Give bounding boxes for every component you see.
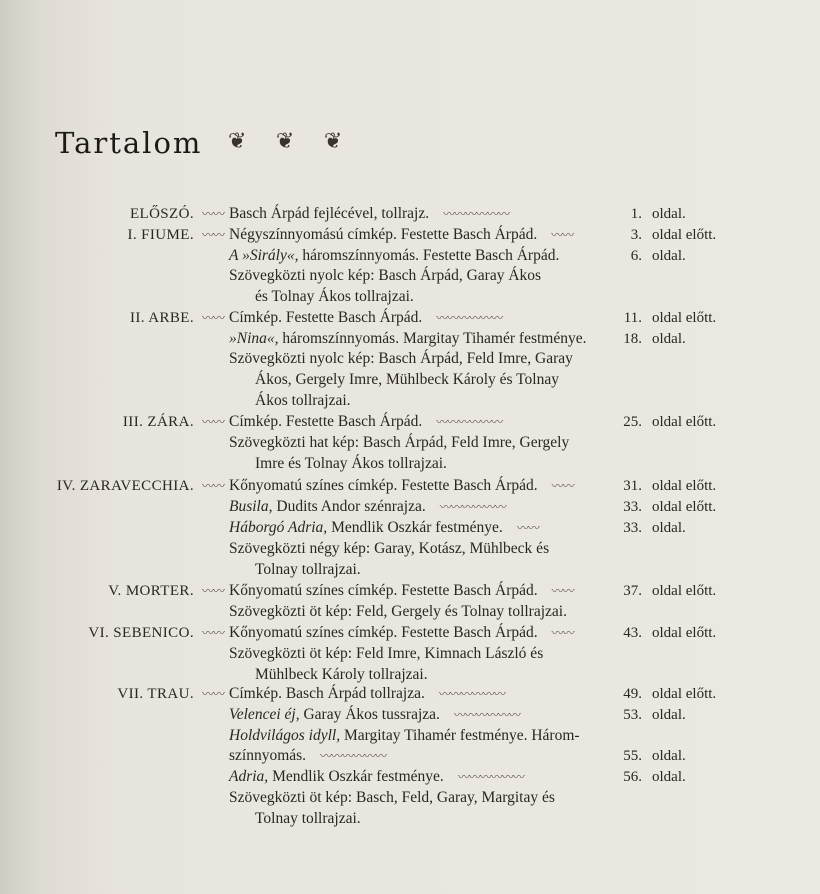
entry-text: [229, 746, 386, 766]
entry-text: [229, 623, 574, 643]
section-label: VII. TRAU.: [117, 686, 194, 702]
entry-text: [229, 246, 559, 266]
leader-ornament: 〰〰〰〰〰〰: [438, 687, 505, 701]
entry-text: [255, 809, 361, 829]
page-number: 56.: [623, 769, 642, 785]
page-number: 3.: [630, 227, 642, 243]
entry-description: Címkép. Festette Basch Árpád.: [229, 413, 423, 430]
entry-text: [229, 581, 574, 601]
entry-description: Négyszínnyomású címkép. Festette Basch Árpád.: [229, 226, 538, 243]
entry-description: színnyomás.: [229, 747, 307, 764]
entry-text: [229, 726, 580, 746]
section-heading: [57, 476, 224, 496]
page-label: oldal.: [652, 206, 686, 222]
leader-ornament: 〰〰〰〰〰〰: [457, 770, 524, 784]
section-heading: [127, 225, 224, 245]
entry-description: Szövegközti öt kép: Basch, Feld, Garay, Margitay és: [229, 789, 555, 806]
section-heading: [130, 308, 224, 328]
entry-text: [229, 308, 502, 328]
entry-title-italic: »Nina«,: [229, 330, 283, 347]
section-heading: [117, 684, 224, 704]
entry-description: Garay Ákos tussrajza.: [303, 706, 440, 723]
entry-description: Mühlbeck Károly tollrajzai.: [255, 666, 428, 683]
entry-text: [229, 602, 567, 622]
entry-text: [255, 665, 428, 685]
entry-description: és Tolnay Ákos tollrajzai.: [255, 288, 414, 305]
entry-description: Címkép. Basch Árpád tollrajza.: [229, 685, 425, 702]
leader-ornament: 〰〰: [551, 626, 574, 640]
entry-description: Mendlik Oszkár festménye.: [331, 519, 503, 536]
entry-text: [229, 225, 573, 245]
leader-ornament: 〰〰〰〰〰〰: [439, 500, 506, 514]
leader-ornament: 〰〰: [516, 521, 539, 535]
section-ornament: 〰〰: [201, 584, 224, 598]
section-ornament: 〰〰: [201, 207, 224, 221]
entry-text: [229, 788, 555, 808]
leader-ornament: 〰〰: [551, 479, 574, 493]
entry-text: [229, 684, 505, 704]
section-ornament: 〰〰: [201, 415, 224, 429]
leader-ornament: 〰〰〰〰〰〰: [443, 207, 510, 221]
section-heading: [130, 204, 224, 224]
page-label: oldal előtt.: [652, 686, 717, 702]
page-number: 53.: [623, 707, 642, 723]
page-number: 33.: [623, 499, 642, 515]
entry-description: Margitay Tihamér festménye. Három-: [343, 727, 580, 744]
entry-description: Szövegközti négy kép: Garay, Kotász, Mühlbeck és: [229, 540, 550, 557]
leader-ornament: 〰〰: [551, 228, 574, 242]
leader-ornament: 〰〰〰〰〰〰: [436, 415, 503, 429]
page-title: Tartalom: [55, 126, 203, 160]
page-number: 33.: [623, 520, 642, 536]
entry-text: [255, 370, 559, 390]
entry-description: Tolnay tollrajzai.: [255, 810, 361, 827]
section-ornament: 〰〰: [201, 479, 224, 493]
section-ornament: 〰〰: [201, 626, 224, 640]
page-number: 43.: [623, 625, 642, 641]
section-label: VI. SEBENICO.: [88, 625, 194, 641]
entry-description: Ákos tollrajzai.: [255, 392, 351, 409]
page-number: 1.: [630, 206, 642, 222]
page-label: oldal.: [652, 520, 686, 536]
entry-text: [229, 433, 569, 453]
page-number: 31.: [623, 478, 642, 494]
entry-text: [255, 454, 447, 474]
entry-description: háromszínnyomás. Margitay Tihamér festménye.: [282, 330, 587, 347]
page-number: 55.: [623, 748, 642, 764]
entry-text: [229, 349, 573, 369]
section-label: V. MORTER.: [108, 583, 194, 599]
entry-description: háromszínnyomás. Festette Basch Árpád.: [302, 247, 560, 264]
entry-title-italic: Adria,: [229, 768, 273, 785]
entry-description: Szövegközti öt kép: Feld Imre, Kimnach László és: [229, 645, 544, 662]
leader-ornament: 〰〰〰〰〰〰: [320, 749, 387, 763]
entry-text: [255, 391, 351, 411]
entry-text: [229, 476, 574, 496]
entry-description: Tolnay tollrajzai.: [255, 561, 361, 578]
entry-text: [229, 518, 539, 538]
entry-description: Basch Árpád fejlécével, tollrajz.: [229, 205, 430, 222]
section-label: II. ARBE.: [129, 310, 194, 326]
page-number: 11.: [623, 310, 642, 326]
entry-title-italic: Háborgó Adria,: [229, 519, 332, 536]
entry-description: Kőnyomatú színes címkép. Festette Basch Árpád.: [229, 624, 538, 641]
entry-description: Mendlik Oszkár festménye.: [272, 768, 444, 785]
entry-description: Szövegközti öt kép: Feld, Gergely és Tolnay tollrajzai.: [229, 603, 567, 620]
leader-ornament: 〰〰〰〰〰〰: [453, 708, 520, 722]
section-ornament: 〰〰: [201, 311, 224, 325]
page-label: oldal.: [652, 248, 686, 264]
page-label: oldal.: [652, 707, 686, 723]
page-number: 49.: [623, 686, 642, 702]
entry-text: [229, 767, 524, 787]
entry-title-italic: Holdvilágos idyll,: [229, 727, 344, 744]
entry-description: Címkép. Festette Basch Árpád.: [229, 309, 423, 326]
page-number: 25.: [623, 414, 642, 430]
section-heading: [88, 623, 224, 643]
entry-description: Szövegközti nyolc kép: Basch Árpád, Garay Ákos: [229, 267, 542, 284]
entry-description: Imre és Tolnay Ákos tollrajzai.: [255, 455, 447, 472]
section-label: I. FIUME.: [127, 227, 194, 243]
leader-ornament: 〰〰〰〰〰〰: [436, 311, 503, 325]
page-number: 18.: [623, 331, 642, 347]
page-label: oldal.: [652, 748, 686, 764]
entry-text: [229, 539, 549, 559]
page-label: oldal előtt.: [652, 414, 717, 430]
page-number: 37.: [623, 583, 642, 599]
page-label: oldal előtt.: [652, 310, 717, 326]
entry-description: Kőnyomatú színes címkép. Festette Basch Árpád.: [229, 582, 538, 599]
page-label: oldal előtt.: [652, 583, 717, 599]
section-heading: [108, 581, 224, 601]
entry-text: [229, 204, 509, 224]
entry-description: Szövegközti nyolc kép: Basch Árpád, Feld Imre, Garay: [229, 350, 573, 367]
section-ornament: 〰〰: [201, 687, 224, 701]
entry-text: [229, 329, 586, 349]
entry-text: [229, 412, 502, 432]
entry-text: [255, 560, 361, 580]
section-heading: [123, 412, 224, 432]
entry-text: [229, 705, 520, 725]
page-label: oldal.: [652, 769, 686, 785]
entry-description: Szövegközti hat kép: Basch Árpád, Feld Imre, Gergely: [229, 434, 570, 451]
entry-title-italic: A »Sirály«,: [229, 247, 303, 264]
page-label: oldal előtt.: [652, 625, 717, 641]
entry-text: [229, 497, 506, 517]
fleuron-ornaments: ❦ ❦ ❦: [228, 128, 355, 153]
entry-text: [229, 266, 541, 286]
page-label: oldal előtt.: [652, 227, 717, 243]
page-label: oldal előtt.: [652, 499, 717, 515]
entry-description: Dudits Andor szénrajza.: [276, 498, 426, 515]
section-label: ELŐSZÓ.: [129, 206, 194, 222]
leader-ornament: 〰〰: [551, 584, 574, 598]
entry-title-italic: Velencei éj,: [229, 706, 304, 723]
entry-text: [229, 644, 543, 664]
entry-title-italic: Busila,: [229, 498, 277, 515]
section-label: IV. ZARAVECCHIA.: [56, 478, 194, 494]
entry-text: [255, 287, 414, 307]
entry-description: Kőnyomatú színes címkép. Festette Basch Árpád.: [229, 477, 538, 494]
section-ornament: 〰〰: [201, 228, 224, 242]
page-label: oldal.: [652, 331, 686, 347]
entry-description: Ákos, Gergely Imre, Mühlbeck Károly és Tolnay: [255, 371, 559, 388]
page-number: 6.: [630, 248, 642, 264]
section-label: III. ZÁRA.: [122, 414, 194, 430]
page-label: oldal előtt.: [652, 478, 717, 494]
